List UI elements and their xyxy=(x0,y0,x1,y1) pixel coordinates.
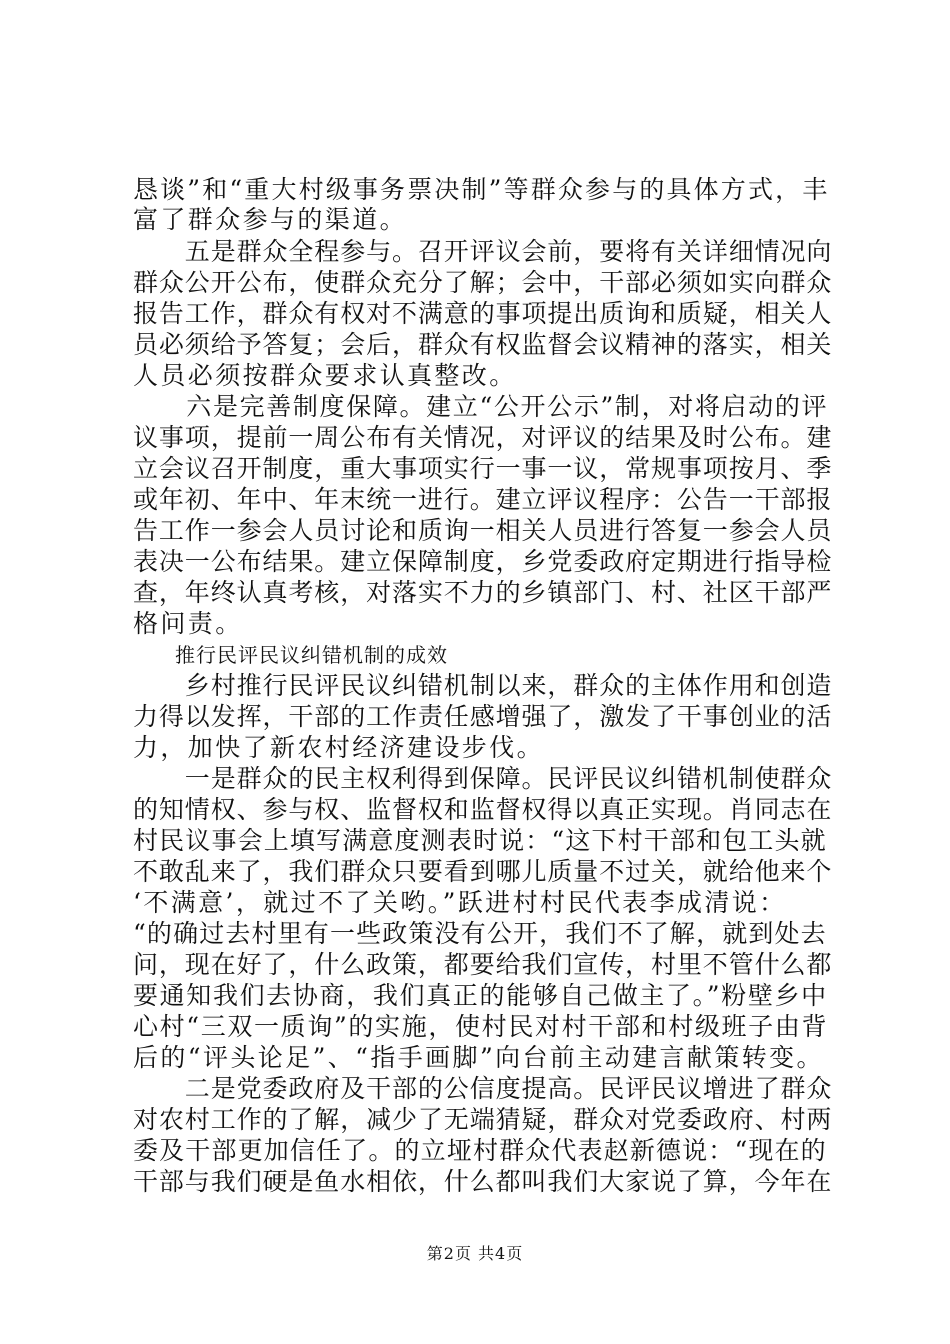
text-line: 五是群众全程参与。召开评议会前，要将有关详细情况向 xyxy=(133,237,833,266)
text-line: 告工作一参会人员讨论和质询一相关人员进行答复一参会人员 xyxy=(133,516,833,545)
section-heading: 推行民评民议纠错机制的成效 xyxy=(133,643,448,667)
text-line: 立会议召开制度，重大事项实行一事一议，常规事项按月、季 xyxy=(133,454,833,483)
text-line: 恳谈”和“重大村级事务票决制”等群众参与的具体方式，丰 xyxy=(133,175,830,204)
text-line: 要通知我们去协商，我们真正的能够自己做主了。”粉壁乡中 xyxy=(133,981,828,1010)
text-line: 后的“评头论足”、“指手画脚”向台前主动建言献策转变。 xyxy=(133,1043,824,1072)
text-line: 不敢乱来了，我们群众只要看到哪儿质量不过关，就给他来个 xyxy=(133,857,833,886)
text-line: 力得以发挥，干部的工作责任感增强了，激发了干事创业的活 xyxy=(133,702,833,731)
text-line: 表决一公布结果。建立保障制度，乡党委政府定期进行指导检 xyxy=(133,547,833,576)
text-line: 员必须给予答复；会后，群众有权监督会议精神的落实，相关 xyxy=(133,330,833,359)
text-line: 干部与我们硬是鱼水相依，什么都叫我们大家说了算，今年在 xyxy=(133,1167,833,1196)
text-line: 力，加快了新农村经济建设步伐。 xyxy=(133,733,545,762)
text-line: ‘不满意’，就过不了关哟。”跃进村村民代表李成清说： xyxy=(133,888,787,917)
text-line: 六是完善制度保障。建立“公开公示”制，对将启动的评 xyxy=(133,392,829,421)
text-line: 村民议事会上填写满意度测表时说：“这下村干部和包工头就 xyxy=(133,826,827,855)
text-line: 或年初、年中、年末统一进行。建立评议程序：公告一干部报 xyxy=(133,485,833,514)
text-line: 富了群众参与的渠道。 xyxy=(133,205,408,234)
text-line: 对农村工作的了解，减少了无端猜疑，群众对党委政府、村两 xyxy=(133,1105,833,1134)
text-line: 格问责。 xyxy=(133,609,243,638)
text-line: “的确过去村里有一些政策没有公开，我们不了解，就到处去 xyxy=(133,919,827,948)
text-line: 问，现在好了，什么政策，都要给我们宣传，村里不管什么都 xyxy=(133,950,833,979)
text-line: 报告工作，群众有权对不满意的事项提出质询和质疑，相关人 xyxy=(133,299,833,328)
text-line: 查，年终认真考核，对落实不力的乡镇部门、村、社区干部严 xyxy=(133,578,833,607)
text-line: 议事项，提前一周公布有关情况，对评议的结果及时公布。建 xyxy=(133,423,833,452)
page-number-footer: 第2页 共4页 xyxy=(426,1244,524,1263)
text-line: 的知情权、参与权、监督权和监督权得以真正实现。肖同志在 xyxy=(133,795,833,824)
text-line: 委及干部更加信任了。的立垭村群众代表赵新德说：“现在的 xyxy=(133,1136,827,1165)
text-line: 群众公开公布，使群众充分了解；会中，干部必须如实向群众 xyxy=(133,268,833,297)
text-line: 人员必须按群众要求认真整改。 xyxy=(133,361,517,390)
text-line: 心村“三双一质询”的实施，使村民对村干部和村级班子由背 xyxy=(133,1012,829,1041)
text-line: 二是党委政府及干部的公信度提高。民评民议增进了群众 xyxy=(133,1074,833,1103)
text-line: 一是群众的民主权利得到保障。民评民议纠错机制使群众 xyxy=(133,764,833,793)
text-line: 乡村推行民评民议纠错机制以来，群众的主体作用和创造 xyxy=(133,671,833,700)
